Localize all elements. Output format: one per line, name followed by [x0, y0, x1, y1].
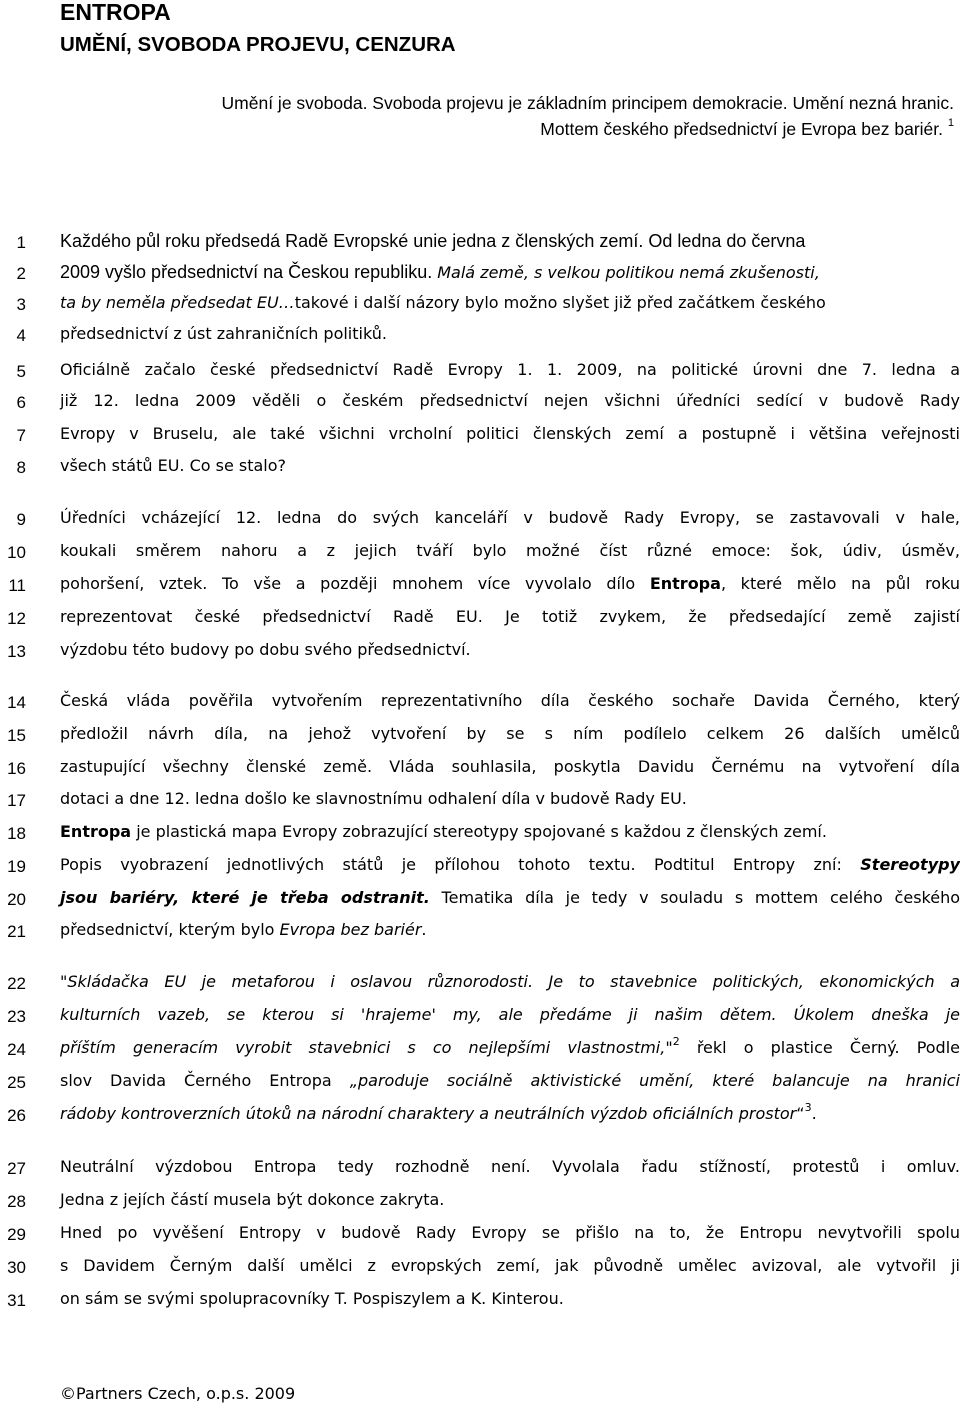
text-run: .	[421, 920, 427, 939]
line-number: 18	[7, 824, 26, 843]
line-number: 24	[7, 1040, 26, 1059]
text-line: Úředníci vcházející 12. ledna do svých kanceláří v budově Rady Evropy, se zastavovali v hale,	[60, 508, 960, 527]
text-run: , které mělo na půl roku	[720, 574, 960, 593]
text-line: Hned po vyvěšení Entropy v budově Rady Evropy se přišlo na to, že Entropu nevytvořili spolu	[60, 1223, 960, 1242]
line-number: 6	[16, 393, 26, 412]
text-run: předsednictví, kterým bylo	[60, 920, 280, 939]
line-number: 31	[7, 1291, 26, 1310]
motto-line-2	[540, 118, 954, 140]
line-number: 23	[7, 1007, 26, 1026]
text-line	[60, 970, 960, 994]
line-number: 21	[7, 922, 26, 941]
footnote-ref: 3	[804, 1100, 812, 1114]
line-number: 13	[7, 642, 26, 661]
text-line	[60, 291, 960, 315]
footnote-ref: 2	[672, 1034, 680, 1048]
text-line: Jedna z jejích částí musela být dokonce zakryta.	[60, 1190, 445, 1209]
line-number: 15	[7, 726, 26, 745]
text-line: předložil návrh díla, na jehož vytvoření by se s ním podílelo celkem 26 dalších umělců	[60, 724, 960, 743]
text-line: zastupující všechny členské země. Vláda souhlasila, poskytla Davidu Černému na vytvoření díla	[60, 757, 960, 776]
italic-text: kulturních vazeb, se kterou si 'hrajeme' my, ale předáme ji našim dětem. Úkolem dneška je	[60, 1005, 960, 1024]
text-run: .	[811, 1104, 817, 1123]
line-number: 25	[7, 1073, 26, 1092]
line-number: 3	[16, 295, 26, 314]
line-number: 7	[16, 426, 26, 445]
line-number: 11	[8, 576, 26, 595]
text-line: dotaci a dne 12. ledna došlo ke slavnostnímu odhalení díla v budově Rady EU.	[60, 789, 687, 808]
line-number: 28	[7, 1192, 26, 1211]
text-run: Tematika díla je tedy v souladu s mottem celého českého	[429, 888, 960, 907]
line-number: 29	[7, 1225, 26, 1244]
line-number: 8	[16, 458, 26, 477]
text-line: předsednictví z úst zahraničních politiků.	[60, 324, 387, 343]
italic-text: Malá země, s velkou politikou nemá zkušenosti,	[437, 263, 820, 282]
text-line	[60, 572, 960, 596]
text-run: Popis vyobrazení jednotlivých států je přílohou tohoto textu. Podtitul Entropy zní:	[60, 855, 861, 874]
text-line	[60, 820, 960, 844]
text-line: Česká vláda pověřila vytvořením reprezentativního díla českého sochaře Davida Černého, který	[60, 691, 960, 710]
text-line: výzdobu této budovy po dobu svého předsednictví.	[60, 640, 471, 659]
line-number: 30	[7, 1258, 26, 1277]
text-run: řekl o plastice Černý. Podle	[679, 1038, 960, 1057]
line-number: 19	[7, 857, 26, 876]
text-run: “	[796, 1104, 805, 1123]
text-line: všech států EU. Co se stalo?	[60, 456, 287, 475]
italic-text: příštím generacím vyrobit stavebnici s co nejlepšími vlastnostmi,	[60, 1038, 666, 1057]
text-run: "	[665, 1038, 673, 1057]
text-line	[60, 260, 960, 285]
text-line: již 12. ledna 2009 věděli o českém předsednictví nejen všichni úředníci sedící v budově Rady	[60, 391, 960, 410]
motto-line-1: Umění je svoboda. Svoboda projevu je základním principem demokracie. Umění nezná hranic.	[221, 93, 954, 113]
text-line: Oficiálně začalo české předsednictví Radě Evropy 1. 1. 2009, na politické úrovni dne 7. ledna a	[60, 360, 960, 379]
text-line	[60, 1069, 960, 1093]
text-line	[60, 1003, 960, 1027]
motto-text: Mottem českého předsednictví je Evropa bez bariér.	[540, 119, 943, 139]
italic-text: ta by neměla předsedat EU…	[60, 293, 295, 312]
line-number: 10	[7, 543, 26, 562]
line-number: 14	[7, 693, 26, 712]
text-run: takové i další názory bylo možno slyšet již před začátkem českého	[294, 293, 826, 312]
line-number: 9	[16, 510, 26, 529]
line-number: 26	[7, 1106, 26, 1125]
text-line	[60, 918, 960, 942]
text-line: Neutrální výzdobou Entropa tedy rozhodně není. Vyvolala řadu stížností, protestů i omluv.	[60, 1157, 960, 1176]
bold-italic-text: jsou bariéry, které je třeba odstranit.	[60, 888, 430, 907]
text-run: je plastická mapa Evropy zobrazující stereotypy spojované s každou z členských zemí.	[131, 822, 827, 841]
bold-text: Entropa	[60, 822, 132, 841]
text-line: Evropy v Bruselu, ale také všichni vrcholní politici členských zemí a postupně i většina veřejnosti	[60, 424, 960, 443]
footnote-ref: 1	[947, 117, 954, 130]
text-line	[60, 886, 960, 910]
text-line	[60, 1036, 960, 1060]
italic-text: rádoby kontroverzních útoků na národní charaktery a neutrálních výzdob oficiálních prostor	[60, 1104, 797, 1123]
line-number: 22	[7, 974, 26, 993]
page-title: ENTROPA	[60, 0, 171, 25]
line-number: 17	[7, 791, 26, 810]
line-number: 20	[7, 890, 26, 909]
bold-text: Entropa	[649, 574, 721, 593]
italic-text: Evropa bez bariér	[279, 920, 422, 939]
line-number: 27	[7, 1159, 26, 1178]
text-line	[60, 1102, 960, 1126]
text-line: reprezentovat české předsednictví Radě EU. Je totiž zvykem, že předsedající země zajistí	[60, 607, 960, 626]
line-number: 2	[16, 264, 26, 283]
text-run: pohoršení, vztek. To vše a později mnohem více vyvolalo dílo	[60, 574, 650, 593]
bold-italic-text: Stereotypy	[860, 855, 960, 874]
text-run: slov Davida Černého Entropa	[60, 1071, 350, 1090]
text-run: 2009 vyšlo předsednictví na Českou republiku.	[60, 262, 438, 282]
text-line: Každého půl roku předsedá Radě Evropské unie jedna z členských zemí. Od ledna do června	[60, 231, 806, 251]
text-run: "	[60, 972, 68, 991]
line-number: 4	[16, 326, 26, 345]
copyright-footer: ©Partners Czech, o.p.s. 2009	[60, 1384, 296, 1403]
line-number: 5	[16, 362, 26, 381]
text-line: on sám se svými spolupracovníky T. Pospiszylem a K. Kinterou.	[60, 1289, 564, 1308]
line-number: 16	[7, 759, 26, 778]
text-line: s Davidem Černým další umělci z evropských zemí, jak původně umělec avizoval, ale vytvořil ji	[60, 1256, 960, 1275]
text-line	[60, 853, 960, 877]
page-subtitle: UMĚNÍ, SVOBODA PROJEVU, CENZURA	[60, 33, 456, 56]
text-line: koukali směrem nahoru a z jejich tváří bylo možné číst různé emoce: šok, údiv, úsměv,	[60, 541, 960, 560]
italic-text: Skládačka EU je metaforou i oslavou různorodosti. Je to stavebnice politických, ekonomických a	[67, 972, 960, 991]
line-number: 12	[7, 609, 26, 628]
italic-text: „paroduje sociálně aktivistické umění, které balancuje na hranici	[349, 1071, 960, 1090]
line-number: 1	[16, 233, 26, 252]
